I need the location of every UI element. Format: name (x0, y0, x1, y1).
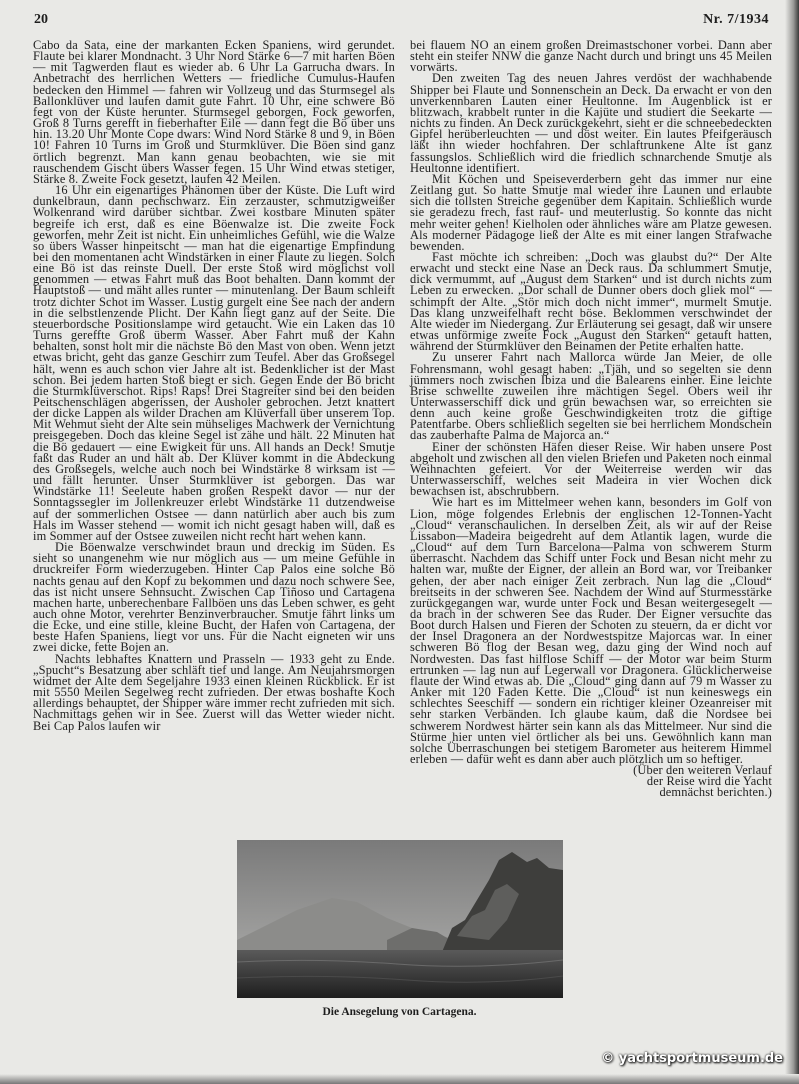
paragraph: Mit Köchen und Speiseverderbern geht das immer nur eine Zeitlang gut. So hatte Smutje mal wieder ihre Launen und erlaubte sich die tollsten Streiche gegenüber dem Kapitain. Schließlich wurde sie geradezu frech, fast rauf- und meuterlustig. So konnte das nicht mehr weiter gehen! Kielholen oder ähnliches wäre am Platze gewesen. Als moderner Pädagoge ließ der Alte es mit einer langen Strafwache bewenden. (410, 171, 772, 253)
paragraph: Die Böenwalze verschwindet braun und dreckig im Süden. Es sieht so unangenehm wie nur möglich aus — um meine Gefühle in druckreifer Form wiederzugeben. Hinter Cap Palos eine solche Bö nachts genau auf den Kopf zu bekommen und dazu noch schwere See, das ist nicht unsere Sehnsucht. Zwischen Cap Tiñoso und Cartagena machen harte, unberechenbare Fallböen uns das Leben schwer, es geht auch ohne Motor, verehrter Benzinverbraucher. Smutje fährt links um die Ecke, und eine stille, kleine Bucht, der Hafen von Cartagena, der beste Hafen Spaniens, liegt vor uns. Für die Nacht eigneten wir uns zwei dicke, fette Bojen an. (33, 540, 395, 655)
paragraph: Den zweiten Tag des neuen Jahres verdöst der wachhabende Shipper bei Flaute und Sonnenschein an Deck. Da erwacht er von den unverkennbaren Lauten einer Heultonne. Im Augenblick ist er blitzwach, krabbelt runter in die Kajüte und studiert die Seekarte — nichts zu finden. An Deck zurückgekehrt, sieht er die schneebedeckten Gipfel herüberleuchten — und döst weiter. Ein lautes Pfeifgeräusch läßt ihn wieder hochfahren. Der schlaftrunkene Alte ist ganz fassungslos. Schließlich wird die friedlich schnarchende Smutje als Heultonne identifiert. (410, 71, 772, 175)
page-number: 20 (34, 12, 48, 27)
paragraph: Fast möchte ich schreiben: „Doch was glaubst du?“ Der Alte erwacht und steckt eine Nase an Deck raus. Da schlummert Smutje, dick vermummt, auf „August dem Starken“ und ist durch nichts zum Leben zu erwecken. „Dor schall de Dunner obers doch gliek mol“ — schimpft der Alte. „Stör mich doch nicht immer“, murmelt Smutje. Das klang unzweifelhaft recht böse. Beklommen verschwindet der Alte wieder im Niedergang. Zur Erläuterung sei gesagt, daß wir unsere etwas unförmige zweite Fock „August den Starken“ getauft hatten, während der Sturmklüver den Beinamen der Petite erhalten hatte. (410, 249, 772, 354)
closing-note: (Über den weiteren Verlauf der Reise wird die Yacht demnächst berichten.) (633, 763, 772, 800)
cartagena-photo (237, 840, 563, 998)
page-bottom-shadow (0, 1074, 799, 1084)
watermark: © yachtsportmuseum.de (601, 1051, 783, 1066)
paragraph: Nachts lebhaftes Knattern und Prasseln — 1933 geht zu Ende. „Spucht“s Besatzung aber schläft tief und lange. Am Neujahrsmorgen widmet der Alte dem Segeljahre 1933 einen kleinen Rückblick. Er ist mit 5550 Meilen Segelweg recht zufrieden. Der etwas boshafte Koch allerdings behauptet, der Shipper wäre immer recht zufrieden mit sich. Nachmittags gehen wir in See. Zuerst will das Wetter wieder nicht. Bei Cap Palos laufen wir (33, 651, 395, 733)
paragraph: Zu unserer Fahrt nach Mallorca würde Jan Meier, de olle Fohrensmann, wohl gesagt haben: „Tjäh, und so segelten sie denn jümmers noch zwischen Ibiza und die Balearens einher. Eine leichte Brise schwellte zuweilen ihre mächtigen Segel. Obers weil ihr Unterwasserschiff dick und grün bewachsen war, so erreichten sie denn auch keine große Geschwindigkeiten trotz die giftige Patentfarbe. Obers schließlich segelten sie bei herrlichem Mondschein das zauberhafte Palma de Majorca an.“ (410, 350, 772, 443)
issue-number: Nr. 7/1934 (703, 12, 769, 27)
left-column (33, 40, 395, 732)
paragraph: 16 Uhr ein eigenartiges Phänomen über der Küste. Die Luft wird dunkelbraun, dann pechschwarz. Ein zerzauster, schmutzigweißer Wolkenrand wird darüber sichtbar. Zwei kostbare Minuten später begreife ich erst, daß es eine Böenwalze ist. Die zweite Fock geworfen, mehr Zeit ist nicht. Ein unheimliches Gefühl, wie die Walze so übers Wasser hinpeitscht — man hat die eigenartige Empfindung bei den momentanen acht Windstärken in einer Flaute zu liegen. Solch eine Bö ist das reinste Duell. Der erste Stoß wird möglichst voll genommen — etwas Fahrt muß das Boot behalten. Dann kommt der Hauptstoß — und mäht alles runter — minutenlang. Der Baum schleift trotz dichter Schot im Wasser. Lustig gurgelt eine See nach der andern in die selbstlenzende Plicht. Der Kahn liegt ganz auf der Seite. Die steuerbordsche Positionslampe wird getaucht. Wie ein Laken das 10 Turns gereffte Groß überm Wasser. Aber Fahrt muß der Kahn behalten, sonst holt mir die nächste Bö den Mast von oben. Wenn jetzt etwas bricht, geht das ganze Geschirr zum Teufel. Aber das Großsegel hält, wenn es auch schon vier Jahre alt ist. Bedenklicher ist der Mast schon. Bei jedem harten Stoß biegt er sich. Gegen Ende der Bö bricht die Sturmklüverschot. Rips! Raps! Drei Stagreiter sind bei den beiden Peitschenschlägen abgerissen, der Ausholer gebrochen. Jetzt knattert der dicke Lappen als wilder Drachen am Klüverfall über unserem Top. Mit Wehmut sieht der Alte sein mühseliges Machwerk der Vernichtung preisgegeben. Doch das kleine Segel ist zähe und hält. 22 Minuten hat die Bö gedauert — eine Ewigkeit für uns. All hands an Deck! Smutje faßt das Ruder an und hält ab. Der Klüver kommt in die Abdeckung des Großsegels, welche auch noch bei Windstärke 8 wirksam ist — und fällt herunter. Unser Sturmklüver ist geborgen. Das war Windstärke 11! Seeleute haben großen Respekt davor — nur der Sonntagssegler im Jollenkreuzer erlebt Windstärke 11 dutzendweise auf der sommerlichen Ostsee — dann natürlich aber auch bis zum Hals im Wasser stehend — womit ich nicht gesagt haben will, daß es im Sommer auf der Ostsee zuweilen nicht recht hart wehen kann. (33, 183, 395, 543)
right-column (410, 40, 772, 799)
paragraph: bei flauem NO an einem großen Dreimastschoner vorbei. Dann aber steht ein steifer NNW die ganze Nacht durch und bringt uns 45 Meilen vorwärts. (410, 38, 772, 75)
paragraph: Wie hart es im Mittelmeer wehen kann, besonders im Golf von Lion, möge folgendes Erlebnis der englischen 12-Tonnen-Yacht „Cloud“ veranschaulichen. In derselben Zeit, als wir auf der Reise Lissabon—Madeira beigedreht auf dem Atlantik lagen, wurde die „Cloud“ auf dem Turn Barcelona—Palma von schwerem Sturm überrascht. Nachdem das Schiff unter Fock und Besan nicht mehr zu halten war, mußte der Eigner, der allein an Bord war, vor Treibanker gehen, der aber nach einiger Zeit zerbrach. Nun lag die „Cloud“ breitseits in der schweren See. Nachdem der Wind auf Sturmesstärke zurückgegangen war, wurde unter Fock und Besan weitergesegelt — da brach in der schweren See das Ruder. Der Eigner versuchte das Boot durch Halsen und Fieren der Schoten zu steuern, da er dicht vor der Insel Dragonera an der Nordwestspitze Majorcas war. In einer schweren Bö flog der Besan weg, dazu ging der Wind noch auf Nordwesten. Das fast hilflose Schiff — der Motor war beim Sturm ertrunken — lag nun auf Legerwall vor Dragonera. Glücklicherweise flaute der Wind etwas ab. Die „Cloud“ ging dann auf 79 m Wasser zu Anker mit 120 Faden Kette. Die „Cloud“ ist nun keineswegs ein schlechtes Seeschiff — sondern ein richtiger kleiner Ozeanreiser mit sehr starken Verbänden. Ich glaube kaum, daß die Nordsee bei schwerem Nordwest härter sein kann als das Mittelmeer. Nur sind die Stürme hier unten viel örtlicher als bei uns. Gewöhnlich kann man solche Überraschungen bei stetigem Barometer aus heiterem Himmel erleben — dafür weht es dann aber auch plötzlich um so heftiger. (410, 495, 772, 766)
page-edge-shadow (785, 0, 799, 1084)
paragraph: Einer der schönsten Häfen dieser Reise. Wir haben unsere Post abgeholt und zwischen all den vielen Briefen und Paketen noch einmal Weihnachten gefeiert. Vor der Weiterreise werden wir das Unterwasserschiff, welches seit Madeira in vier Wochen dick bewachsen ist, abschrubbern. (410, 439, 772, 499)
photo-caption: Die Ansegelung von Cartagena. (322, 1006, 477, 1018)
paragraph: Cabo da Sata, eine der markanten Ecken Spaniens, wird gerundet. Flaute bei klarer Mondnacht. 3 Uhr Nord Stärke 6—7 mit harten Böen — mit Tagwerden flaut es wieder ab. 6 Uhr La Garrucha dwars. In Anbetracht des herrlichen Wetters — friedliche Cumulus-Haufen bedecken den Himmel — fahren wir Vollzeug und das Sturmsegel als Ballonklüver und laufen damit gute Fahrt. 10 Uhr, eine schwere Bö fegt von der Küste herunter. Sturmsegel geborgen, Fock geworfen, Groß 8 Turns gerefft in fieberhafter Eile — dann fegt die Bö über uns hin. 13.20 Uhr Monte Cope dwars: Wind Nord Stärke 8 und 9, in Böen 10! Fahren 10 Turns im Groß und Sturmklüver. Die Böen sind ganz örtlich begrenzt. Man kann genau beobachten, wie sie mit rauschendem Gischt übers Wasser fegen. 15 Uhr Wind etwas stetiger, Stärke 8. Zweite Fock gesetzt, laufen 42 Meilen. (33, 38, 395, 186)
